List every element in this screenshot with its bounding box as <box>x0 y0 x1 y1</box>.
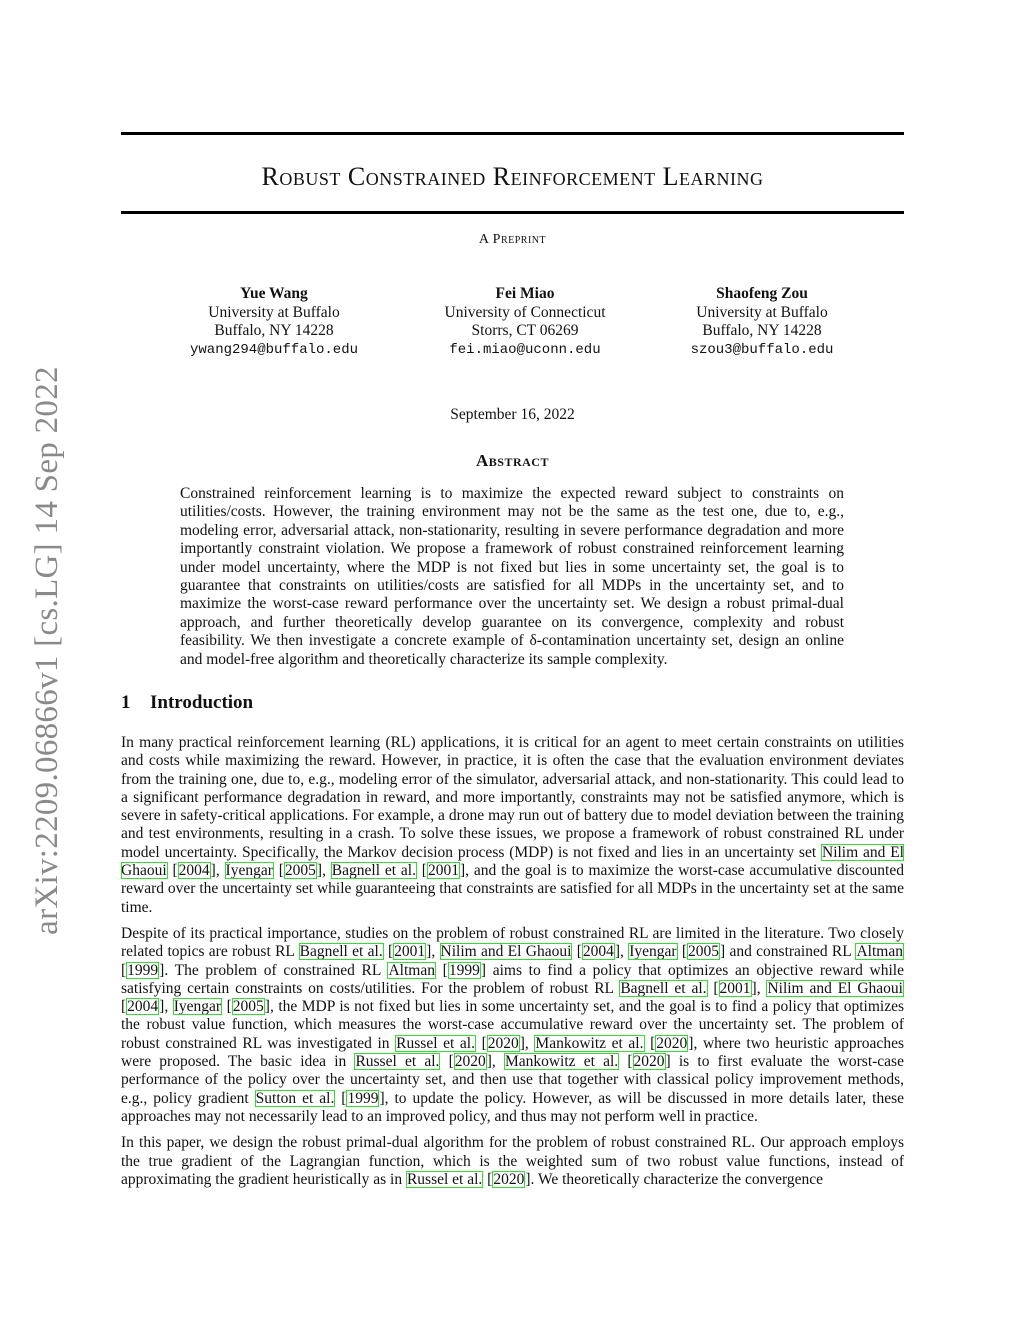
citation-link[interactable]: Altman <box>388 961 435 979</box>
citation-year-link[interactable]: 2020 <box>493 1170 525 1188</box>
citation-link[interactable]: Nilim and El Ghaoui <box>767 979 903 997</box>
author-location: Buffalo, NY 14228 <box>702 322 822 339</box>
section-heading <box>121 692 253 714</box>
author-block <box>395 285 655 359</box>
citation-link[interactable]: Bagnell et al. <box>620 979 707 997</box>
text-run: , and the goal is to maximize the worst-case accumulative discounted reward over the uncertainty set while guaranteeing that constraints are satisfied for all MDPs in the uncertainty set at the same time. <box>121 862 904 916</box>
section-number: 1 <box>121 692 131 713</box>
text-run: In this paper, we design the robust primal-dual algorithm for the problem of robust constrained RL. Our approach employs the true gradient of the Lagrangian function, which is the weighted sum of two robust value functions, instead of approximating the gradient heuristically as in <box>121 1134 904 1188</box>
title-rule-bottom <box>121 211 904 214</box>
title-rule-top <box>121 132 904 135</box>
citation-year-link[interactable]: 1999 <box>347 1089 379 1107</box>
author-location: Storrs, CT 06269 <box>471 322 579 339</box>
paragraph: In this paper, we design the robust primal-dual algorithm for the problem of robust constrained RL. Our approach employs the true gradient of the Lagrangian function, which is the weighted sum of two robust value functions, instead of approximating the gradient heuristically as in Russel et al. [2020]. We theoretically characterize the convergence <box>121 1134 904 1188</box>
citation-link[interactable]: Russel et al. <box>406 1170 483 1188</box>
citation-year-link[interactable]: 2020 <box>656 1034 688 1052</box>
text-run: . The problem of constrained RL <box>164 961 388 979</box>
arxiv-id-text: arXiv:2209.06866v1 [cs.LG] 14 Sep 2022 <box>28 365 65 935</box>
citation-year-link[interactable]: 2005 <box>688 943 720 961</box>
preprint-label: A Preprint <box>478 232 547 247</box>
text-run: , to update the policy. However, as will be discussed in more details later, these approaches may not necessarily lead to an improved policy, and thus may not perform well in practice. <box>121 1089 904 1125</box>
citation-link[interactable]: Iyengar <box>225 862 273 880</box>
section-title: Introduction <box>150 692 254 713</box>
citation-link[interactable]: Bagnell et al. <box>331 862 416 880</box>
body-text <box>121 734 904 1197</box>
citation-year-link[interactable]: 1999 <box>127 961 159 979</box>
author-email[interactable]: fei.miao@uconn.edu <box>449 341 601 358</box>
text-run: . We theoretically characterize the convergence <box>530 1170 824 1188</box>
citation-year-link[interactable]: 2004 <box>178 862 210 880</box>
author-name: Fei Miao <box>495 285 555 302</box>
citation-link[interactable]: Sutton et al. <box>255 1089 335 1107</box>
citation-year-link[interactable]: 2001 <box>394 943 426 961</box>
author-affiliation: University of Connecticut <box>444 303 606 321</box>
paper-date: September 16, 2022 <box>450 406 575 423</box>
arxiv-stamp <box>22 355 72 945</box>
citation-year-link[interactable]: 2005 <box>232 998 264 1016</box>
citation-link[interactable]: Altman <box>856 943 903 961</box>
citation-link[interactable]: Iyengar <box>629 943 677 961</box>
author-block <box>632 285 892 359</box>
author-block <box>144 285 404 359</box>
citation-year-link[interactable]: 2004 <box>127 998 159 1016</box>
text-run: , the MDP is not fixed but lies in some uncertainty set, and the goal is to find a policy that optimizes the robust value function, which measures the worst-case accumulative reward over the uncertainty set. The problem of robust constrained RL was investigated in <box>121 998 904 1052</box>
citation-link[interactable]: Russel et al. <box>355 1053 440 1071</box>
citation-link[interactable]: Nilim and El Ghaoui <box>121 843 904 880</box>
author-location: Buffalo, NY 14228 <box>214 322 334 339</box>
text-run: In many practical reinforcement learning (RL) applications, it is critical for an agent to meet certain constraints on utilities and costs while maximizing the reward. However, in practice, it is often the case that the evaluation environment deviates from the training one, due to, e.g., modeling error of the simulator, adversarial attack, and non-stationarity. This could lead to a significant performance degradation in reward, and more importantly, constraints may not be satisfied anymore, which is severe in safety-critical applications. For example, a drone may run out of battery due to model deviation between the training and test environments, resulting in a crash. To solve these issues, we propose a framework of robust constrained RL under model uncertainty. Specifically, the Markov decision process (MDP) is not fixed and lies in an uncertainty set <box>121 734 904 861</box>
citation-link[interactable]: Mankowitz et al. <box>504 1053 619 1071</box>
citation-link[interactable]: Bagnell et al. <box>299 943 383 961</box>
paragraph: Despite of its practical importance, studies on the problem of robust constrained RL are limited in the literature. Two closely related topics are robust RL Bagnell et al. [2001], Nilim and El Ghaoui [2004], Iyengar [2005] and constrained RL Altman [1999]. The problem of constrained RL Altman [1999] aims to find a policy that optimizes an objective reward while satisfying certain constraints on costs/utilities. For the problem of robust RL Bagnell et al. [2001], Nilim and El Ghaoui [2004], Iyengar [2005], the MDP is not fixed but lies in some uncertainty set, and the goal is to find a policy that optimizes the robust value function, which measures the worst-case accumulative reward over the uncertainty set. The problem of robust constrained RL was investigated in Russel et al. [2020], Mankowitz et al. [2020], where two heuristic approaches were proposed. The basic idea in Russel et al. [2020], Mankowitz et al. [2020] is to first evaluate the worst-case performance of the policy over the uncertainty set, and then use that together with classical policy improvement methods, e.g., policy gradient Sutton et al. [1999], to update the policy. However, as will be discussed in more details later, these approaches may not necessarily lead to an improved policy, and thus may not perform well in practice. <box>121 924 904 1125</box>
citation-link[interactable]: Nilim and El Ghaoui <box>440 943 572 961</box>
abstract-heading: Abstract <box>476 451 549 470</box>
text-run: Despite of its practical importance, studies on the problem of robust constrained RL are limited in the literature. Two closely related topics are robust RL <box>121 924 904 961</box>
text-run: , where two heuristic approaches were proposed. The basic idea in <box>121 1034 904 1071</box>
text-run: and constrained RL <box>725 943 856 961</box>
author-name: Yue Wang <box>240 285 308 302</box>
citation-year-link[interactable]: 2020 <box>454 1053 486 1071</box>
paragraph: In many practical reinforcement learning (RL) applications, it is critical for an agent to meet certain constraints on utilities and costs while maximizing the reward. However, in practice, it is often the case that the evaluation environment deviates from the training one, due to, e.g., modeling error of the simulator, adversarial attack, and non-stationarity. This could lead to a significant performance degradation in reward, and more importantly, constraints may not be satisfied anymore, which is severe in safety-critical applications. For example, a drone may run out of battery due to model deviation between the training and test environments, resulting in a crash. To solve these issues, we propose a framework of robust constrained RL under model uncertainty. Specifically, the Markov decision process (MDP) is not fixed and lies in an uncertainty set Nilim and El Ghaoui [2004], Iyengar [2005], Bagnell et al. [2001], and the goal is to maximize the worst-case accumulative discounted reward over the uncertainty set while guaranteeing that constraints are satisfied for all MDPs in the uncertainty set at the same time. <box>121 734 904 916</box>
text-run: aims to find a policy that optimizes an objective reward while satisfying certain constraints on costs/utilities. For the problem of robust RL <box>121 961 904 997</box>
citation-year-link[interactable]: 1999 <box>448 961 480 979</box>
citation-year-link[interactable]: 2004 <box>582 943 614 961</box>
author-email[interactable]: szou3@buffalo.edu <box>690 341 834 358</box>
text-run: is to first evaluate the worst-case performance of the policy over the uncertainty set, and then use that together with classical policy improvement methods, e.g., policy gradient <box>121 1053 904 1107</box>
author-name: Shaofeng Zou <box>716 285 808 302</box>
citation-year-link[interactable]: 2020 <box>633 1053 665 1071</box>
citation-year-link[interactable]: 2020 <box>487 1034 519 1052</box>
paper-title: Robust Constrained Reinforcement Learning <box>261 162 764 191</box>
citation-year-link[interactable]: 2001 <box>427 862 459 880</box>
author-email[interactable]: ywang294@buffalo.edu <box>189 341 359 358</box>
citation-year-link[interactable]: 2001 <box>719 979 751 997</box>
author-affiliation: University at Buffalo <box>696 303 828 321</box>
citation-link[interactable]: Iyengar <box>173 998 222 1016</box>
citation-year-link[interactable]: 2005 <box>284 862 316 880</box>
author-affiliation: University at Buffalo <box>208 303 340 321</box>
abstract-text: Constrained reinforcement learning is to maximize the expected reward subject to constraints on utilities/costs. However, the training environment may not be the same as the test one, due to, e.g., modeling error, adversarial attack, non-stationarity, resulting in severe performance degradation and more importantly constraint violation. We propose a framework of robust constrained reinforcement learning under model uncertainty, where the MDP is not fixed but lies in some uncertainty set, the goal is to guarantee that constraints on utilities/costs are satisfied for all MDPs in the uncertainty set, and to maximize the worst-case reward performance over the uncertainty set. We design a robust primal-dual approach, and further theoretically develop guarantee on its convergence, complexity and robust feasibility. We then investigate a concrete example of δ-contamination uncertainty set, design an online and model-free algorithm and theoretically characterize its sample complexity. <box>180 485 844 668</box>
citation-link[interactable]: Russel et al. <box>396 1034 475 1052</box>
citation-link[interactable]: Mankowitz et al. <box>535 1034 644 1052</box>
